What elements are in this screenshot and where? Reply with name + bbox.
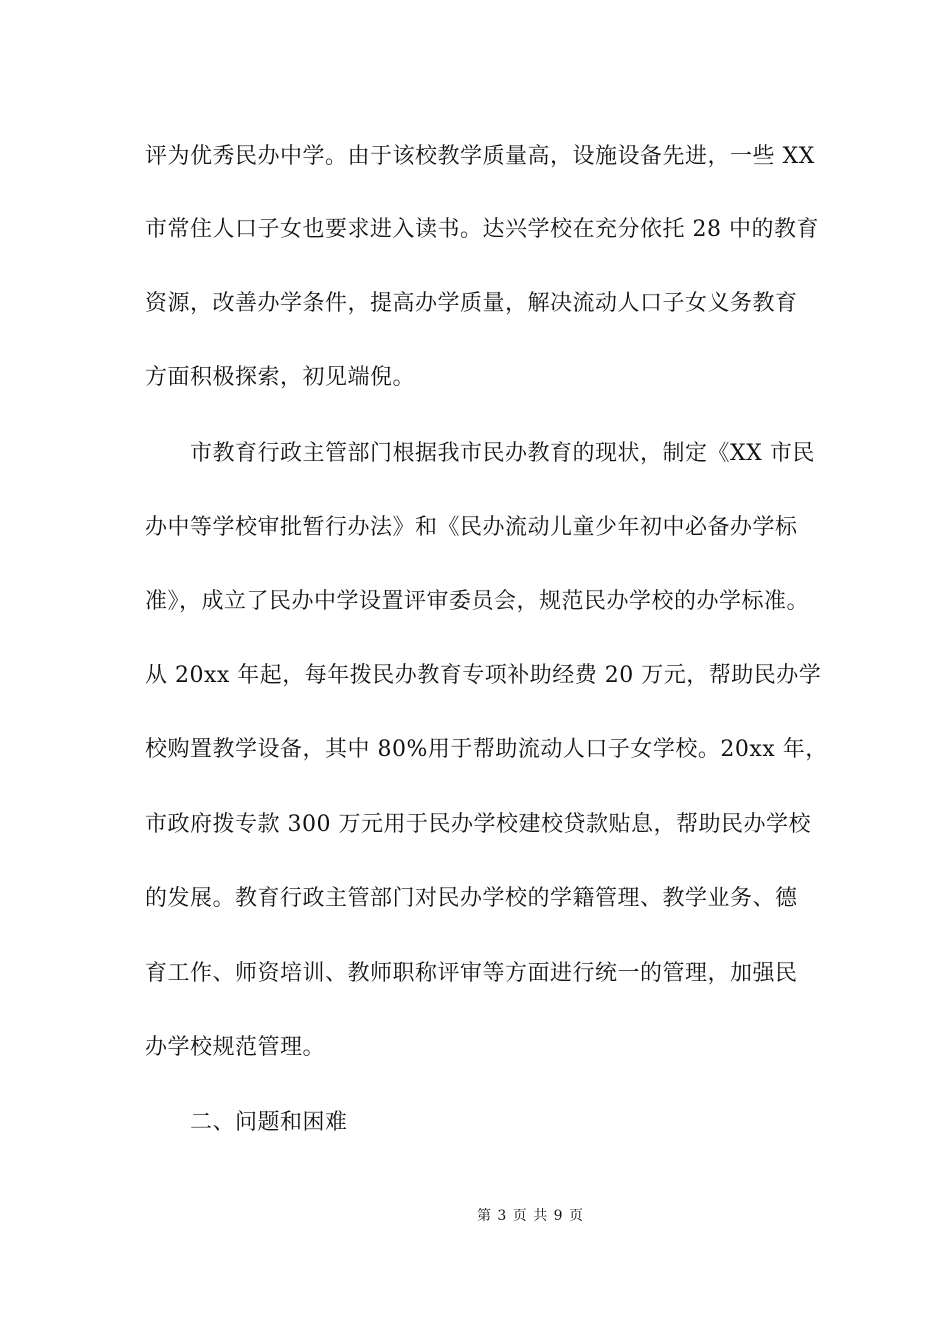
- page-number-footer: 第 3 页 共 9 页: [476, 1208, 584, 1224]
- paragraph-2-line-6: 市政府拨专款 300 万元用于民办学校建校贷款贴息，帮助民办学校: [145, 812, 811, 837]
- paragraph-2-line-1: 市教育行政主管部门根据我市民办教育的现状，制定《XX 市民: [190, 441, 815, 466]
- paragraph-2-line-3: 准》，成立了民办中学设置评审委员会，规范民办学校的办学标准。: [145, 589, 810, 614]
- paragraph-2-line-7: 的发展。教育行政主管部门对民办学校的学籍管理、教学业务、德: [145, 886, 798, 911]
- paragraph-2-line-4: 从 20xx 年起，每年拨民办教育专项补助经费 20 万元，帮助民办学: [145, 663, 822, 688]
- section-heading: 二、问题和困难: [190, 1110, 348, 1135]
- paragraph-2-line-5: 校购置教学设备，其中 80%用于帮助流动人口子女学校。20xx 年，: [145, 737, 828, 762]
- paragraph-2-line-2: 办中等学校审批暂行办法》和《民办流动儿童少年初中必备办学标: [145, 515, 798, 540]
- paragraph-1-line-1: 评为优秀民办中学。由于该校教学质量高，设施设备先进，一些 XX: [145, 144, 815, 169]
- paragraph-1-line-3: 资源，改善办学条件，提高办学质量，解决流动人口子女义务教育: [145, 291, 798, 316]
- paragraph-2-line-9: 办学校规范管理。: [145, 1035, 326, 1060]
- paragraph-2-line-8: 育工作、师资培训、教师职称评审等方面进行统一的管理，加强民: [145, 961, 798, 986]
- paragraph-1-line-2: 市常住人口子女也要求进入读书。达兴学校在充分依托 28 中的教育: [145, 217, 819, 242]
- paragraph-1-line-4: 方面积极探索，初见端倪。: [145, 365, 416, 390]
